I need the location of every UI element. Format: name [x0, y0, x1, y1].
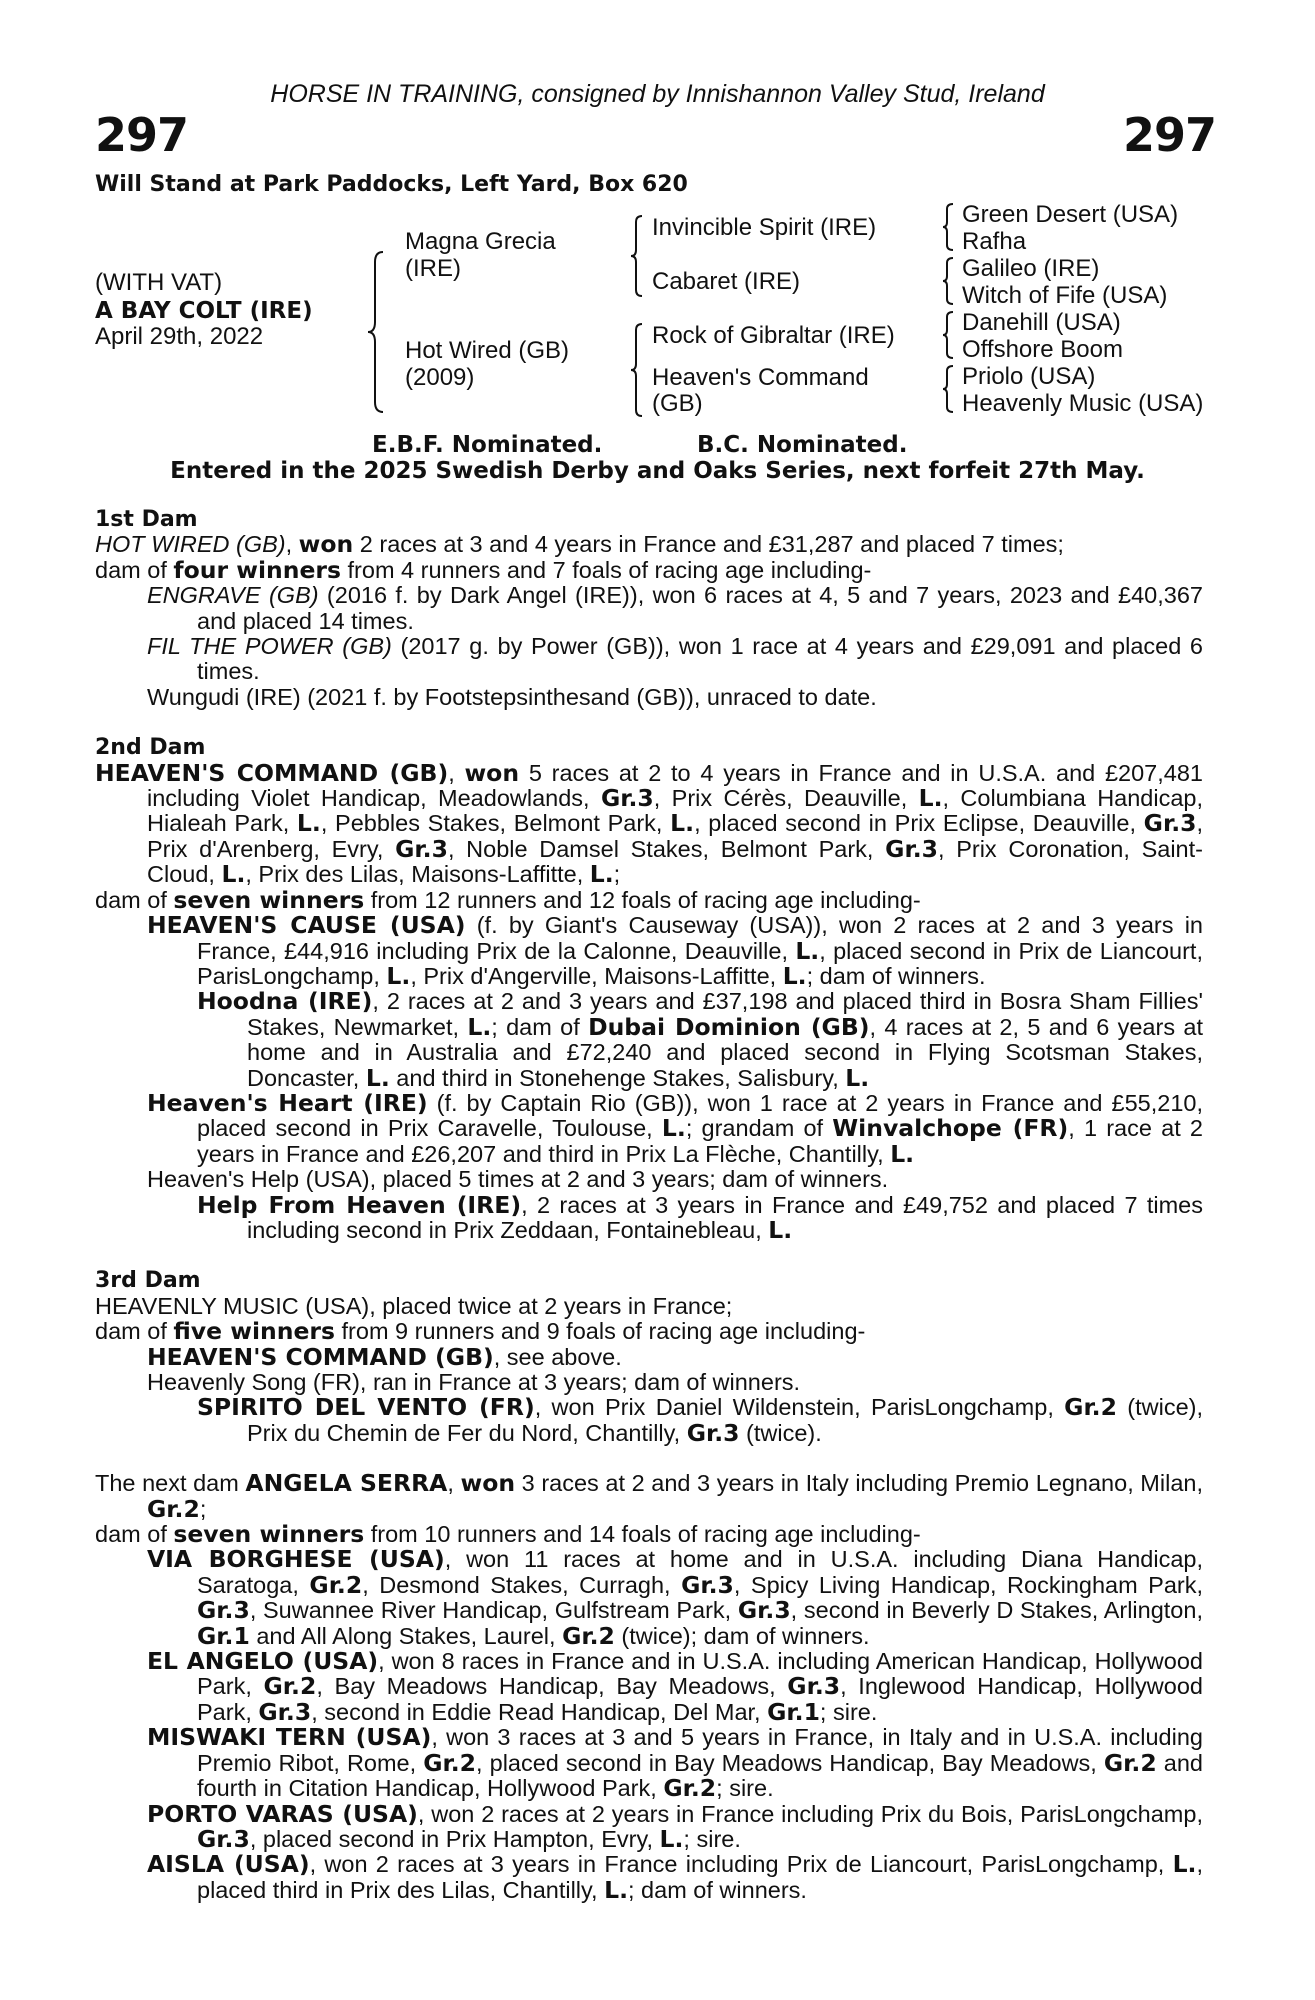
bold-text: won	[464, 758, 520, 787]
pedigree-g3-3: Rock of Gibraltar (IRE)	[652, 322, 895, 349]
bold-text: L.	[670, 809, 695, 838]
pedigree-brace-dam	[628, 322, 646, 418]
bold-text: 2nd Dam	[95, 735, 206, 761]
bold-text: L.	[296, 809, 321, 838]
bold-text: PORTO VARAS (USA)	[147, 1799, 418, 1828]
vat-note: (WITH VAT)	[95, 269, 223, 296]
text: , Bay Meadows Handicap, Bay Meadows,	[316, 1673, 788, 1700]
bold-text: L.	[845, 1063, 870, 1092]
text: ; sire.	[819, 1698, 878, 1725]
bold-text: Dubai Dominion (GB)	[588, 1012, 870, 1041]
text: Heavenly Song (FR), ran in France at 3 years; dam of winners.	[147, 1369, 801, 1395]
bc-nomination: B.C. Nominated.	[697, 432, 908, 458]
bold-text: Hoodna (IRE)	[197, 987, 373, 1016]
text: (2016 f. by Dark Angel (IRE)), won 6 races at 4, 5 and 7 years, 2023 and £40,367 and placed 14 times.	[197, 582, 1203, 634]
pedigree-g3-2: Cabaret (IRE)	[652, 268, 801, 295]
text: Heaven's Help (USA), placed 5 times at 2 and 3 years; dam of winners.	[147, 1166, 889, 1193]
pedigree-g3-4: Heaven's Command	[652, 364, 869, 391]
text: from 9 runners and 9 foals of racing age including-	[334, 1318, 866, 1345]
bold-text: won	[298, 530, 354, 559]
pedigree-brace-g4-3	[940, 310, 956, 360]
text: , won 11 races at home and in U.S.A. including Diana Handicap, Saratoga,	[197, 1546, 1203, 1598]
bold-text: Gr.3	[737, 1596, 791, 1625]
bold-text: Gr.3	[197, 1596, 250, 1625]
text: , placed second in Prix Eclipse, Deauville,	[694, 810, 1144, 837]
bold-text: Gr.2	[1064, 1393, 1117, 1422]
text: dam of	[95, 1318, 174, 1345]
italic-text: ENGRAVE (GB)	[147, 582, 319, 609]
bold-text: HEAVEN'S COMMAND (GB)	[147, 1342, 494, 1371]
pedigree-g4-2: Rafha	[962, 228, 1027, 255]
bold-text: L.	[768, 1215, 793, 1244]
bold-text: L.	[661, 1114, 686, 1143]
text: , 2 races at 2 and 3 years and £37,198 and placed third in Bosra Sham Fillies' Stakes, Newmarket,	[247, 988, 1203, 1040]
consignment-line: HORSE IN TRAINING, consigned by Innishannon Valley Stud, Ireland	[270, 80, 1045, 108]
bold-text: 1st Dam	[95, 507, 198, 532]
text: , won 8 races in France and in U.S.A. including American Handicap, Hollywood Park,	[197, 1648, 1203, 1700]
pedigree-brace-sire	[628, 214, 646, 298]
pedigree-g4-4: Witch of Fife (USA)	[962, 282, 1168, 309]
pedigree-paragraph	[95, 555, 1203, 584]
text: and All Along Stakes, Laurel,	[249, 1622, 563, 1649]
pedigree-paragraph	[95, 1395, 1203, 1446]
pedigree-body	[95, 507, 1203, 1903]
bold-text: L.	[782, 961, 807, 990]
text: ,	[285, 531, 299, 558]
bold-text: L.	[604, 1875, 628, 1904]
bold-text: Gr.2	[562, 1621, 615, 1650]
text: 2 races at 3 and 4 years in France and £31,287 and placed 7 times;	[353, 531, 1064, 558]
bold-text: L.	[386, 961, 411, 990]
bold-text: MISWAKI TERN (USA)	[147, 1723, 432, 1752]
text: , won 2 races at 2 years in France including Prix du Bois, ParisLongchamp,	[417, 1800, 1203, 1827]
pedigree-brace-g4-1	[940, 202, 956, 252]
pedigree-paragraph	[95, 1088, 1203, 1168]
pedigree-brace-g4-2	[940, 256, 956, 306]
pedigree-paragraph	[95, 1852, 1203, 1903]
text: Wungudi (IRE) (2021 f. by Footstepsinthesand (GB)), unraced to date.	[147, 683, 877, 710]
lot-number-right: 297	[1123, 108, 1217, 162]
section-heading	[95, 507, 1203, 532]
entry-note: Entered in the 2025 Swedish Derby and Oaks Series, next forfeit 27th May.	[170, 458, 1145, 484]
text: , Columbiana Handicap, Hialeah Park,	[147, 785, 1204, 837]
text: , won Prix Daniel Wildenstein, ParisLongchamp,	[534, 1394, 1065, 1421]
text: , 1 race at 2 years in France and £26,207 and third in Prix La Flèche, Chantilly,	[197, 1115, 1203, 1167]
text: , Desmond Stakes, Curragh,	[362, 1571, 682, 1598]
pedigree-brace-g4-4	[940, 364, 956, 414]
text: (twice), Prix du Chemin de Fer du Nord, Chantilly,	[247, 1394, 1203, 1446]
bold-text: Gr.2	[663, 1774, 717, 1803]
text: , Prix Coronation, Saint-Cloud,	[147, 835, 1203, 888]
text: dam of	[95, 886, 174, 913]
section-heading	[95, 1268, 1203, 1293]
pedigree-paragraph	[95, 885, 1203, 914]
text: ; sire.	[716, 1775, 774, 1802]
text: , see above.	[493, 1343, 622, 1370]
bold-text: five winners	[173, 1317, 335, 1346]
pedigree-g3-4b: (GB)	[652, 390, 703, 417]
bold-text: 3rd Dam	[95, 1268, 201, 1294]
pedigree-paragraph	[95, 1799, 1203, 1853]
bold-text: Winvalchope (FR)	[832, 1114, 1069, 1143]
bold-text: Gr.2	[309, 1570, 363, 1599]
pedigree-paragraph	[95, 634, 1203, 685]
text: , won 2 races at 3 years in France including Prix de Liancourt, ParisLongchamp,	[309, 1851, 1173, 1878]
bold-text: ANGELA SERRA	[245, 1469, 448, 1498]
pedigree-paragraph	[95, 913, 1203, 989]
section-heading	[95, 735, 1203, 760]
text: dam of	[95, 556, 174, 583]
section-spacer	[95, 1243, 1203, 1268]
bold-text: AISLA (USA)	[147, 1850, 310, 1879]
pedigree-paragraph	[95, 1649, 1203, 1725]
pedigree-g4-8: Heavenly Music (USA)	[962, 390, 1204, 417]
bold-text: Gr.2	[263, 1672, 317, 1701]
bold-text: Gr.3	[600, 784, 654, 813]
pedigree-paragraph	[95, 1471, 1203, 1522]
text: and third in Stonehenge Stakes, Salisbury,	[389, 1064, 846, 1091]
text: (f. by Giant's Causeway (USA)), won 2 races at 2 and 3 years in France, £44,916 including Prix de la Calonne, Deauville,	[197, 912, 1203, 964]
text: , Prix Cérès, Deauville,	[653, 785, 919, 812]
text: 5 races at 2 to 4 years in France and in U.S.A. and £207,481 including Violet Handicap, Meadowlands,	[147, 759, 1203, 812]
lot-horse-name: A BAY COLT (IRE)	[95, 298, 313, 324]
pedigree-paragraph	[95, 1370, 1203, 1395]
text: , 2 races at 3 years in France and £49,752 and placed 7 times including second in Prix Zeddaan, Fontainebleau,	[247, 1191, 1203, 1243]
bold-text: Gr.3	[681, 1570, 734, 1599]
pedigree-paragraph	[95, 1319, 1203, 1344]
text: ;	[199, 1495, 207, 1522]
text: (2017 g. by Power (GB)), won 1 race at 4 years and £29,091 and placed 6 times.	[197, 633, 1203, 685]
text: , Inglewood Handicap, Hollywood Park,	[197, 1673, 1203, 1725]
bold-text: won	[460, 1469, 516, 1498]
text: and fourth in Citation Handicap, Hollywood Park,	[197, 1749, 1203, 1802]
text: , placed second in Prix de Liancourt, ParisLongchamp,	[197, 937, 1203, 989]
bold-text: Gr.3	[258, 1697, 312, 1726]
text: , Prix d'Angerville, Maisons-Laffitte,	[410, 962, 783, 989]
bold-text: Gr.3	[686, 1418, 740, 1447]
text: ,	[447, 1470, 461, 1497]
text: ; dam of winners.	[806, 962, 986, 989]
pedigree-dam-line1: Hot Wired (GB)	[405, 337, 570, 364]
text: , won 3 races at 3 and 5 years in France, in Italy and in U.S.A. including Premio Ribot, Rome,	[197, 1724, 1203, 1776]
text: ; dam of	[491, 1013, 589, 1040]
pedigree-paragraph	[95, 1167, 1203, 1192]
bold-text: L.	[1172, 1850, 1197, 1879]
bold-text: L.	[467, 1012, 492, 1041]
text: , Pebbles Stakes, Belmont Park,	[320, 810, 671, 837]
pedigree-paragraph	[95, 1522, 1203, 1547]
text: ; grandam of	[685, 1115, 833, 1142]
italic-text: HOT WIRED (GB)	[95, 531, 286, 558]
pedigree-paragraph	[95, 1190, 1203, 1244]
stand-location: Will Stand at Park Paddocks, Left Yard, Box 620	[95, 172, 688, 197]
pedigree-paragraph	[95, 1294, 1203, 1319]
bold-text: SPIRITO DEL VENTO (FR)	[197, 1393, 535, 1422]
foaling-date: April 29th, 2022	[95, 323, 264, 350]
bold-text: Gr.3	[1143, 809, 1197, 838]
text: , Suwannee River Handicap, Gulfstream Park,	[249, 1597, 738, 1624]
section-spacer	[95, 1446, 1203, 1471]
pedigree-paragraph	[95, 1547, 1203, 1649]
bold-text: Gr.2	[147, 1494, 200, 1523]
bold-text: seven winners	[173, 885, 365, 914]
bold-text: Gr.3	[885, 834, 938, 863]
pedigree-paragraph	[95, 685, 1203, 710]
pedigree-paragraph	[95, 532, 1203, 557]
lot-number-left: 297	[95, 108, 189, 162]
bold-text: Gr.1	[767, 1697, 820, 1726]
bold-text: Gr.2	[1103, 1748, 1157, 1777]
text: HEAVENLY MUSIC (USA), placed twice at 2 years in France;	[95, 1292, 733, 1319]
text: from 4 runners and 7 foals of racing age including-	[341, 556, 872, 583]
section-spacer	[95, 710, 1203, 735]
pedigree-g4-7: Priolo (USA)	[962, 363, 1096, 390]
bold-text: Gr.1	[197, 1621, 250, 1650]
pedigree-paragraph	[95, 1342, 1203, 1371]
bold-text: Help From Heaven (IRE)	[197, 1190, 522, 1219]
text: , Spicy Living Handicap, Rockingham Park,	[733, 1571, 1204, 1598]
bold-text: L.	[890, 1139, 915, 1168]
pedigree-g4-5: Danehill (USA)	[962, 309, 1121, 336]
text: , second in Beverly D Stakes, Arlington,	[790, 1597, 1203, 1624]
pedigree-paragraph	[95, 758, 1204, 889]
pedigree-sire-line1: Magna Grecia	[405, 228, 556, 255]
pedigree-dam-line2: (2009)	[405, 364, 475, 391]
text: from 12 runners and 12 foals of racing age including-	[364, 886, 921, 913]
bold-text: Gr.3	[787, 1672, 841, 1701]
text: (twice).	[739, 1419, 822, 1446]
bold-text: Gr.3	[197, 1824, 250, 1853]
bold-text: four winners	[173, 555, 341, 584]
text: , 4 races at 2, 5 and 6 years at home and in Australia and £72,240 and placed second in Flying Scotsman Stakes, Doncaster,	[247, 1013, 1203, 1091]
text: , second in Eddie Read Handicap, Del Mar,	[311, 1698, 768, 1725]
bold-text: Gr.3	[395, 834, 448, 863]
bold-text: HEAVEN'S COMMAND (GB)	[95, 758, 449, 787]
bold-text: L.	[589, 860, 614, 889]
bold-text: seven winners	[173, 1520, 365, 1549]
bold-text: HEAVEN'S CAUSE (USA)	[147, 911, 466, 940]
bold-text: L.	[221, 860, 246, 889]
bold-text: L.	[795, 936, 820, 965]
bold-text: L.	[365, 1063, 390, 1092]
text: (twice); dam of winners.	[614, 1622, 870, 1649]
bold-text: Heaven's Heart (IRE)	[147, 1088, 428, 1117]
pedigree-brace-main	[365, 250, 387, 414]
pedigree-g4-6: Offshore Boom	[962, 336, 1123, 363]
text: ; dam of winners.	[628, 1876, 807, 1903]
ebf-nomination: E.B.F. Nominated.	[372, 432, 603, 458]
text: , Noble Damsel Stakes, Belmont Park,	[447, 835, 886, 862]
text: dam of	[95, 1521, 174, 1548]
bold-text: L.	[659, 1824, 684, 1853]
text: , placed second in Bay Meadows Handicap, Bay Meadows,	[476, 1749, 1104, 1776]
pedigree-paragraph	[95, 1725, 1203, 1801]
text: (f. by Captain Rio (GB)), won 1 race at 2 years in France and £55,210, placed second in Prix Caravelle, Toulouse,	[197, 1089, 1203, 1142]
text: , placed third in Prix des Lilas, Chantilly,	[197, 1851, 1204, 1903]
text: ,	[448, 759, 465, 786]
pedigree-g4-3: Galileo (IRE)	[962, 255, 1100, 282]
text: 3 races at 2 and 3 years in Italy including Premio Legnano, Milan,	[515, 1470, 1203, 1497]
pedigree-g3-1: Invincible Spirit (IRE)	[652, 214, 877, 241]
bold-text: EL ANGELO (USA)	[147, 1647, 379, 1676]
text: The next dam	[95, 1470, 246, 1497]
pedigree-sire-line2: (IRE)	[405, 255, 461, 282]
text: , Prix d'Arenberg, Evry,	[147, 810, 1204, 862]
pedigree-paragraph	[95, 989, 1203, 1091]
italic-text: FIL THE POWER (GB)	[147, 633, 392, 660]
bold-text: L.	[918, 784, 943, 813]
bold-text: Gr.2	[423, 1748, 477, 1777]
text: ; sire.	[683, 1825, 741, 1852]
bold-text: VIA BORGHESE (USA)	[147, 1545, 445, 1574]
text: ;	[613, 861, 621, 888]
text: from 10 runners and 14 foals of racing age including-	[364, 1521, 921, 1548]
text: , Prix des Lilas, Maisons-Laffitte,	[245, 861, 590, 888]
pedigree-g4-1: Green Desert (USA)	[962, 201, 1179, 228]
pedigree-paragraph	[95, 583, 1203, 634]
text: , placed second in Prix Hampton, Evry,	[249, 1825, 660, 1852]
